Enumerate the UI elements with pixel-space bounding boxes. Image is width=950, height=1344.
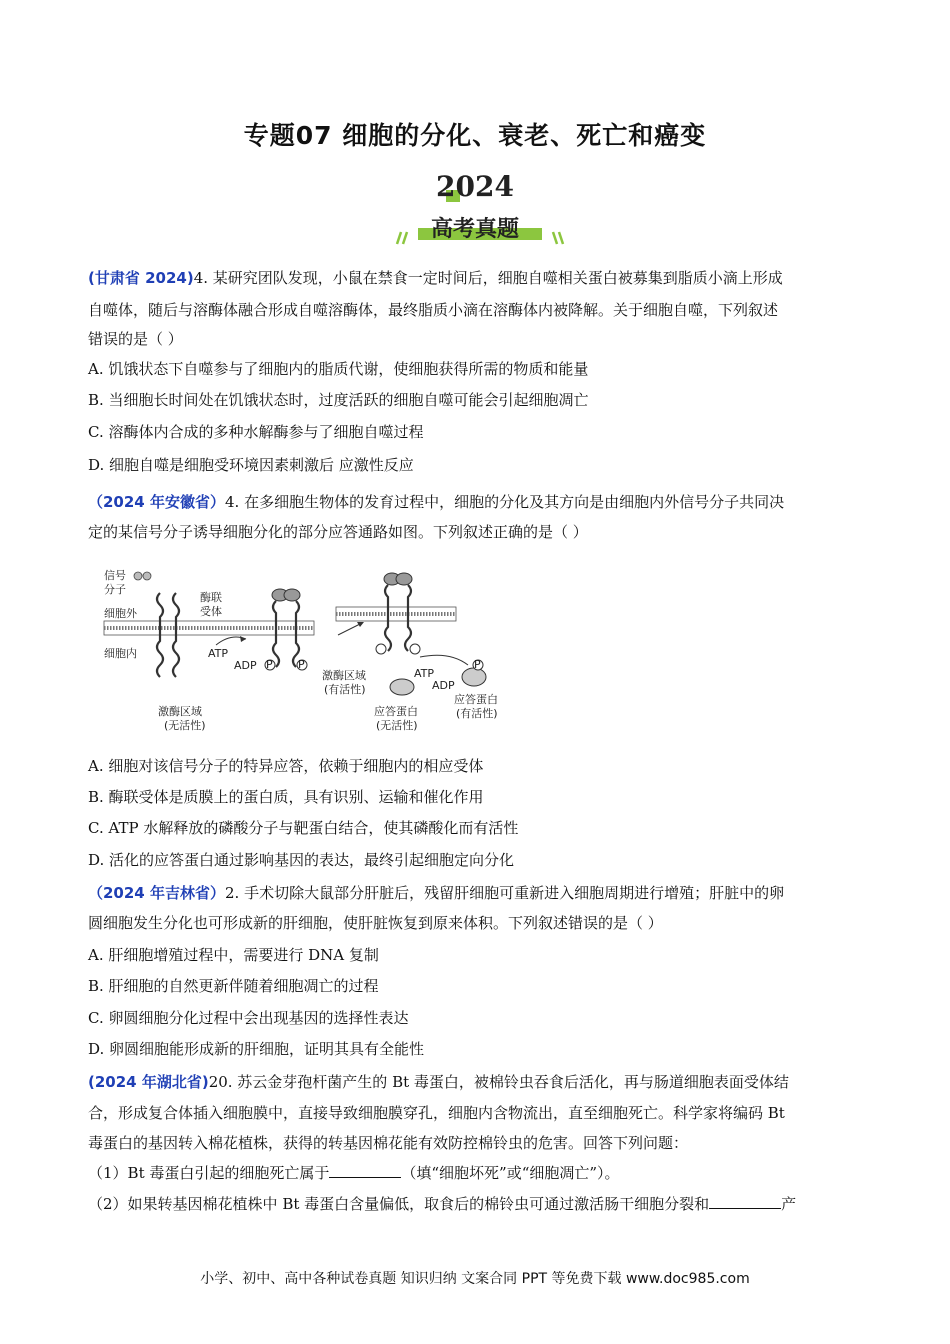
label-response-active-2: (有活性) [456,707,498,720]
q2-line-2: 定的某信号分子诱导细胞分化的部分应答通路如图。下列叙述正确的是（ ） [88,523,588,541]
label-receptor: 酶联 [200,591,222,604]
q4-source: (2024 年湖北省) [88,1073,209,1091]
label-signal-2: 分子 [104,583,126,596]
label-response-active: 应答蛋白 [454,693,498,706]
q1-line-1 [88,268,783,288]
q3-option-c: C. 卵圆细胞分化过程中会出现基因的选择性表达 [88,1009,409,1027]
response-protein-inactive [390,679,414,695]
q2-text-1: 4. 在多细胞生物体的发育过程中，细胞的分化及其方向是由细胞内外信号分子共同决 [224,493,785,511]
label-atp-2: ATP [414,667,435,680]
q2-source: （2024 年安徽省） [88,493,225,511]
label-p-2: P [298,658,305,671]
q1-source: (甘肃省 2024) [88,269,194,287]
q4-sub-1-b: （填“细胞坏死”或“细胞凋亡”）。 [401,1164,620,1182]
q4-line-2: 合，形成复合体插入细胞膜中，直接导致细胞膜穿孔，细胞内含物流出，直至细胞死亡。科学家将编码 Bt [88,1104,785,1122]
q1-line-2: 自噬体，随后与溶酶体融合形成自噬溶酶体，最终脂质小滴在溶酶体内被降解。关于细胞自噬，下列叙述 [88,301,779,319]
arrow-2 [338,623,362,635]
q1-text-1: 4. 某研究团队发现，小鼠在禁食一定时间后，细胞自噬相关蛋白被募集到脂质小滴上形成 [193,269,783,287]
banner-label: 高考真题 [430,217,519,242]
label-kinase-active-2: (有活性) [324,683,366,696]
q4-line-1 [88,1072,789,1092]
q4-line-3: 毒蛋白的基因转入棉花植株，获得的转基因棉花能有效防控棉铃虫的危害。回答下列问题： [88,1134,689,1152]
label-inside: 细胞内 [104,647,137,660]
label-response-inactive: 应答蛋白 [374,705,418,718]
q2-line-1 [88,492,784,512]
label-adp-1: ADP [234,659,257,672]
q4-blank-2[interactable] [709,1194,781,1209]
cell-membrane [104,607,456,635]
q1-option-c: C. 溶酶体内合成的多种水解酶参与了细胞自噬过程 [88,423,424,441]
label-outside: 细胞外 [104,607,137,620]
label-p-3: P [474,658,481,671]
q1-line-3: 错误的是（ ） [88,330,183,348]
banner-year: 2024 [436,170,514,203]
label-signal: 信号 [104,569,126,582]
q3-text-1: 2. 手术切除大鼠部分肝脏后，残留肝细胞可重新进入细胞周期进行增殖；肝脏中的卵 [224,884,785,902]
q3-option-a: A. 肝细胞增殖过程中，需要进行 DNA 复制 [88,946,379,964]
label-kinase-active: 激酶区域 [322,669,366,682]
q4-text-1: 20. 苏云金芽孢杆菌产生的 Bt 毒蛋白，被棉铃虫吞食后活化，再与肠道细胞表面受体结 [208,1073,789,1091]
label-receptor-2: 受体 [200,605,222,618]
q3-source: （2024 年吉林省） [88,884,225,902]
q2-option-d: D. 活化的应答蛋白通过影响基因的表达，最终引起细胞定向分化 [88,851,515,869]
label-atp-1: ATP [208,647,229,660]
q1-option-b: B. 当细胞长时间处在饥饿状态时，过度活跃的细胞自噬可能会引起细胞凋亡 [88,391,589,409]
q3-option-d: D. 卵圆细胞能形成新的肝细胞，证明其具有全能性 [88,1040,425,1058]
label-response-inactive-2: (无活性) [376,719,418,732]
signal-molecule-icon [134,572,151,580]
signal-pathway-figure [100,565,520,745]
label-p-1: P [266,658,273,671]
q2-option-b: B. 酶联受体是质膜上的蛋白质，具有识别、运输和催化作用 [88,788,484,806]
q2-option-c: C. ATP 水解释放的磷酸分子与靶蛋白结合，使其磷酸化而有活性 [88,819,519,837]
q4-sub-2 [88,1194,796,1214]
label-kinase-inactive: 激酶区域 [158,705,202,718]
label-adp-2: ADP [432,679,455,692]
label-kinase-inactive-2: (无活性) [164,719,206,732]
q4-blank-1[interactable] [329,1163,401,1178]
q4-sub-2-b: 产 [781,1195,797,1213]
arrow-3 [420,655,468,665]
q4-sub-2-a: （2）如果转基因棉花植株中 Bt 毒蛋白含量偏低，取食后的棉铃虫可通过激活肠干细胞分裂和 [88,1195,710,1213]
q4-sub-1-a: （1）Bt 毒蛋白引起的细胞死亡属于 [88,1164,330,1182]
q1-option-d: D. 细胞自噬是细胞受环境因素刺激后 应激性反应 [88,456,414,474]
page-title: 专题07 细胞的分化、衰老、死亡和癌变 [243,121,707,150]
q3-line-1 [88,883,784,903]
q1-option-a: A. 饥饿状态下自噬参与了细胞内的脂质代谢，使细胞获得所需的物质和能量 [88,360,589,378]
q2-option-a: A. 细胞对该信号分子的特异应答，依赖于细胞内的相应受体 [88,757,484,775]
q3-option-b: B. 肝细胞的自然更新伴随着细胞凋亡的过程 [88,977,379,995]
page-footer: 小学、初中、高中各种试卷真题 知识归纳 文案合同 PPT 等免费下载 www.doc985.com [200,1271,750,1287]
q4-sub-1 [88,1163,620,1183]
q3-line-2: 圆细胞发生分化也可形成新的肝细胞，使肝脏恢复到原来体积。下列叙述错误的是（ ） [88,914,663,932]
